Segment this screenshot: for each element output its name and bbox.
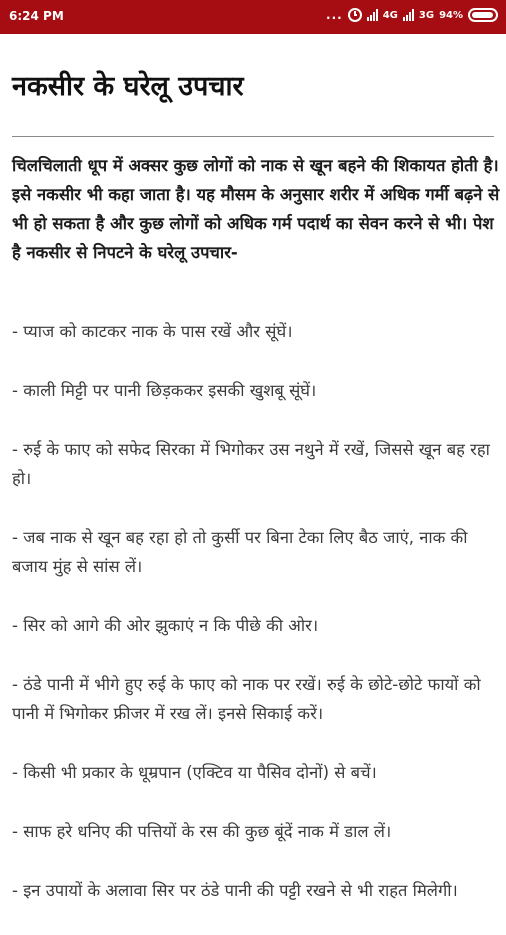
list-item: - साफ हरे धनिए की पत्तियों के रस की कुछ बूंदें नाक में डाल लें।	[12, 822, 392, 841]
article-intro: चिलचिलाती धूप में अक्सर कुछ लोगों को नाक से खून बहने की शिकायत होती है। इसे नकसीर भी कहा जाता है। यह मौसम के अनुसार शरीर में अधिक गर्मी बढ़ने से भी हो सकता है और कुछ लोगों को अधिक गर्म पदार्थ का सेवन करने से भी। पेश है नकसीर से निपटने के घरेलू उपचार-	[12, 156, 500, 262]
signal-strength-icon	[367, 9, 378, 21]
title-divider	[12, 136, 494, 137]
overflow-dots-icon: ...	[326, 8, 343, 22]
battery-level-fill	[472, 12, 493, 18]
list-item: - रुई के फाए को सफेद सिरका में भिगोकर उस नथुने में रखें, जिससे खून बह रहा हो।	[12, 440, 490, 488]
network-type-4g: 4G	[382, 9, 398, 21]
list-item: - इन उपायों के अलावा सिर पर ठंडे पानी की पट्टी रखने से भी राहत मिलेगी।	[12, 881, 458, 900]
status-bar	[0, 0, 506, 34]
signal-strength-icon-2	[403, 9, 414, 21]
battery-percent: 94%	[439, 9, 463, 21]
alarm-icon	[348, 8, 362, 22]
tips-list	[12, 317, 500, 935]
page-title: नकसीर के घरेलू उपचार	[12, 71, 244, 102]
status-time: 6:24 PM	[9, 9, 64, 23]
battery-icon	[468, 8, 498, 22]
list-item: - ठंडे पानी में भीगे हुए रुई के फाए को नाक पर रखें। रुई के छोटे-छोटे फायों को पानी में भिगोकर फ्रीजर में रख लें। इनसे सिकाई करें।	[12, 675, 481, 723]
list-item: - प्याज को काटकर नाक के पास रखें और सूंघें।	[12, 322, 293, 341]
list-item: - सिर को आगे की ओर झुकाएं न कि पीछे की ओर।	[12, 616, 319, 635]
list-item: - जब नाक से खून बह रहा हो तो कुर्सी पर बिना टेका लिए बैठ जाएं, नाक की बजाय मुंह से सांस लें।	[12, 528, 468, 576]
list-item: - काली मिट्टी पर पानी छिड़ककर इसकी खुशबू सूंघें।	[12, 381, 317, 400]
status-icons	[326, 8, 498, 22]
list-item: - किसी भी प्रकार के धूम्रपान (एक्टिव या पैसिव दोनों) से बचें।	[12, 763, 377, 782]
network-type-3g: 3G	[418, 9, 435, 21]
